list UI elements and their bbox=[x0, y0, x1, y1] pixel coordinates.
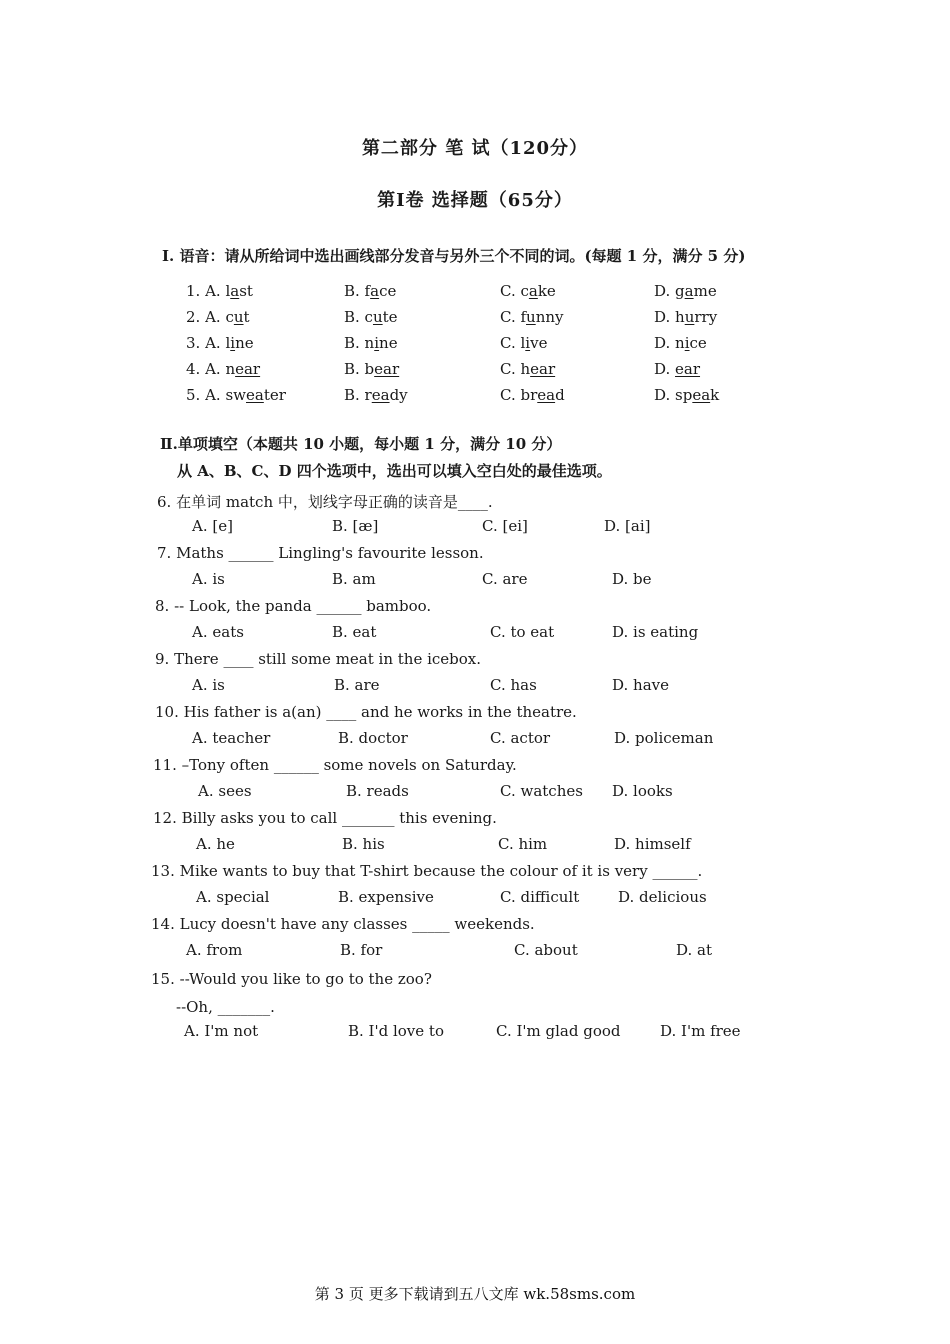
underlined-letters: ea bbox=[692, 386, 711, 404]
phonetics-option bbox=[186, 360, 260, 378]
underlined-letters: a bbox=[684, 282, 694, 300]
section2-instruction: 从 A、B、C、D 四个选项中，选出可以填入空白处的最佳选项。 bbox=[177, 462, 612, 480]
answer-option: C. I'm glad good bbox=[496, 1022, 621, 1040]
phonetics-option bbox=[500, 282, 556, 300]
underlined-letters: a bbox=[528, 282, 538, 300]
question-stem: 10. His father is a(an) ____ and he works in the theatre. bbox=[155, 703, 577, 721]
answer-option: D. policeman bbox=[614, 729, 714, 747]
answer-option: A. [e] bbox=[192, 517, 233, 535]
answer-option: A. sees bbox=[198, 782, 252, 800]
answer-option: B. reads bbox=[346, 782, 409, 800]
option-prefix: D. bbox=[654, 360, 676, 378]
question-stem: 15. --Would you like to go to the zoo? bbox=[151, 970, 432, 988]
answer-option: D. I'm free bbox=[660, 1022, 741, 1040]
answer-option: A. is bbox=[192, 570, 225, 588]
phonetics-question-row bbox=[0, 360, 950, 386]
phonetics-question-row bbox=[0, 386, 950, 412]
answer-option: D. himself bbox=[614, 835, 691, 853]
answer-option: A. special bbox=[196, 888, 270, 906]
answer-option: B. am bbox=[332, 570, 376, 588]
option-prefix: 5. A. sw bbox=[186, 386, 246, 404]
underlined-letters: ear bbox=[530, 360, 556, 378]
option-prefix: 1. A. l bbox=[186, 282, 231, 300]
page-footer: 第 3 页 更多下载请到五八文库 wk.58sms.com bbox=[314, 1285, 636, 1303]
option-suffix: nny bbox=[535, 308, 564, 326]
underlined-letters: u bbox=[372, 308, 383, 326]
option-prefix: C. l bbox=[500, 334, 526, 352]
phonetics-option bbox=[654, 282, 717, 300]
option-suffix: ce bbox=[379, 282, 397, 300]
underlined-letters: ea bbox=[537, 386, 556, 404]
phonetics-option bbox=[344, 386, 408, 404]
option-prefix: D. g bbox=[654, 282, 685, 300]
option-suffix: rry bbox=[694, 308, 718, 326]
option-suffix: ke bbox=[537, 282, 556, 300]
answer-option: A. is bbox=[192, 676, 225, 694]
phonetics-option bbox=[344, 360, 399, 378]
phonetics-option bbox=[186, 282, 253, 300]
underlined-letters: i bbox=[230, 334, 236, 352]
question-stem: 7. Maths ______ Lingling's favourite lesson. bbox=[157, 544, 484, 562]
option-prefix: C. br bbox=[500, 386, 538, 404]
answer-option: D. [ai] bbox=[604, 517, 651, 535]
option-prefix: B. b bbox=[344, 360, 375, 378]
answer-option: B. I'd love to bbox=[348, 1022, 444, 1040]
underlined-letters: ea bbox=[246, 386, 264, 404]
answer-option: B. are bbox=[334, 676, 380, 694]
answer-option: A. from bbox=[186, 941, 243, 959]
underlined-letters: ear bbox=[675, 360, 701, 378]
answer-option: A. he bbox=[196, 835, 235, 853]
question-stem: 9. There ____ still some meat in the icebox. bbox=[155, 650, 482, 668]
phonetics-option bbox=[344, 308, 398, 326]
option-suffix: t bbox=[243, 308, 250, 326]
answer-option: C. has bbox=[490, 676, 537, 694]
answer-option: B. doctor bbox=[338, 729, 408, 747]
phonetics-option bbox=[500, 308, 564, 326]
section2-header: Ⅱ.单项填空（本题共 10 小题，每小题 1 分，满分 10 分） bbox=[160, 435, 562, 453]
answer-option: C. actor bbox=[490, 729, 551, 747]
phonetics-option bbox=[344, 334, 398, 352]
answer-option: C. to eat bbox=[490, 623, 555, 641]
phonetics-question-row bbox=[0, 282, 950, 308]
phonetics-option bbox=[654, 334, 707, 352]
section1-header: Ⅰ. 语音：请从所给词中选出画线部分发音与另外三个不同的词。(每题 1 分，满分 5 分) bbox=[162, 247, 746, 265]
underlined-letters: u bbox=[233, 308, 244, 326]
question-stem: 11. –Tony often ______ some novels on Saturday. bbox=[153, 756, 517, 774]
option-prefix: C. f bbox=[500, 308, 527, 326]
option-suffix: ne bbox=[379, 334, 398, 352]
phonetics-question-row bbox=[0, 334, 950, 360]
option-prefix: C. c bbox=[500, 282, 529, 300]
answer-option: C. watches bbox=[500, 782, 583, 800]
option-prefix: D. n bbox=[654, 334, 685, 352]
answer-option: D. have bbox=[612, 676, 669, 694]
option-prefix: B. f bbox=[344, 282, 371, 300]
answer-option: B. his bbox=[342, 835, 385, 853]
answer-option: C. are bbox=[482, 570, 528, 588]
part-title: 第二部分 笔 试（120分） bbox=[361, 138, 589, 159]
option-prefix: B. n bbox=[344, 334, 375, 352]
option-suffix: te bbox=[382, 308, 398, 326]
question-stem: 14. Lucy doesn't have any classes _____ weekends. bbox=[151, 915, 535, 933]
option-prefix: B. c bbox=[344, 308, 373, 326]
option-prefix: B. r bbox=[344, 386, 372, 404]
answer-option: C. difficult bbox=[500, 888, 580, 906]
option-suffix: st bbox=[239, 282, 253, 300]
answer-option: D. be bbox=[612, 570, 652, 588]
answer-option: D. delicious bbox=[618, 888, 707, 906]
answer-option: D. is eating bbox=[612, 623, 699, 641]
underlined-letters: u bbox=[526, 308, 536, 326]
phonetics-option bbox=[186, 308, 250, 326]
question-stem: 13. Mike wants to buy that T-shirt because the colour of it is very ______. bbox=[151, 862, 703, 880]
phonetics-option bbox=[500, 386, 565, 404]
underlined-letters: a bbox=[230, 282, 240, 300]
option-prefix: 4. A. n bbox=[186, 360, 236, 378]
phonetics-option bbox=[186, 334, 254, 352]
underlined-letters: i bbox=[684, 334, 690, 352]
answer-option: B. for bbox=[340, 941, 383, 959]
underlined-letters: ear bbox=[374, 360, 400, 378]
phonetics-option bbox=[654, 386, 719, 404]
phonetics-option bbox=[500, 334, 547, 352]
option-prefix: 3. A. l bbox=[186, 334, 231, 352]
option-suffix: ce bbox=[689, 334, 707, 352]
question-stem: 8. -- Look, the panda ______ bamboo. bbox=[155, 597, 432, 615]
answer-option: A. teacher bbox=[192, 729, 271, 747]
answer-option: D. looks bbox=[612, 782, 673, 800]
answer-option: B. expensive bbox=[338, 888, 434, 906]
underlined-letters: a bbox=[370, 282, 380, 300]
answer-option: D. at bbox=[676, 941, 712, 959]
option-prefix: D. h bbox=[654, 308, 685, 326]
option-prefix: D. sp bbox=[654, 386, 693, 404]
volume-title: 第Ⅰ卷 选择题（65分） bbox=[377, 190, 573, 211]
phonetics-option bbox=[654, 360, 700, 378]
underlined-letters: ear bbox=[235, 360, 261, 378]
phonetics-option bbox=[186, 386, 286, 404]
underlined-letters: i bbox=[374, 334, 380, 352]
phonetics-option bbox=[654, 308, 717, 326]
underlined-letters: i bbox=[525, 334, 531, 352]
answer-option: C. him bbox=[498, 835, 548, 853]
option-suffix: ve bbox=[530, 334, 548, 352]
underlined-letters: u bbox=[684, 308, 695, 326]
option-suffix: ter bbox=[263, 386, 286, 404]
phonetics-option bbox=[500, 360, 555, 378]
answer-option: C. about bbox=[514, 941, 578, 959]
option-suffix: k bbox=[710, 386, 720, 404]
option-suffix: ne bbox=[235, 334, 254, 352]
question-stem-response: --Oh, _______. bbox=[176, 998, 275, 1016]
question-stem: 12. Billy asks you to call _______ this evening. bbox=[153, 809, 497, 827]
option-prefix: 2. A. c bbox=[186, 308, 234, 326]
underlined-letters: ea bbox=[371, 386, 390, 404]
answer-option: B. eat bbox=[332, 623, 377, 641]
phonetics-question-row bbox=[0, 308, 950, 334]
answer-option: C. [ei] bbox=[482, 517, 528, 535]
option-suffix: d bbox=[555, 386, 565, 404]
phonetics-option bbox=[344, 282, 396, 300]
option-suffix: me bbox=[693, 282, 717, 300]
option-prefix: C. h bbox=[500, 360, 531, 378]
answer-option: A. eats bbox=[192, 623, 244, 641]
answer-option: A. I'm not bbox=[184, 1022, 259, 1040]
answer-option: B. [æ] bbox=[332, 517, 379, 535]
question-stem: 6. 在单词 match 中，划线字母正确的读音是____. bbox=[157, 493, 493, 511]
option-suffix: dy bbox=[389, 386, 408, 404]
